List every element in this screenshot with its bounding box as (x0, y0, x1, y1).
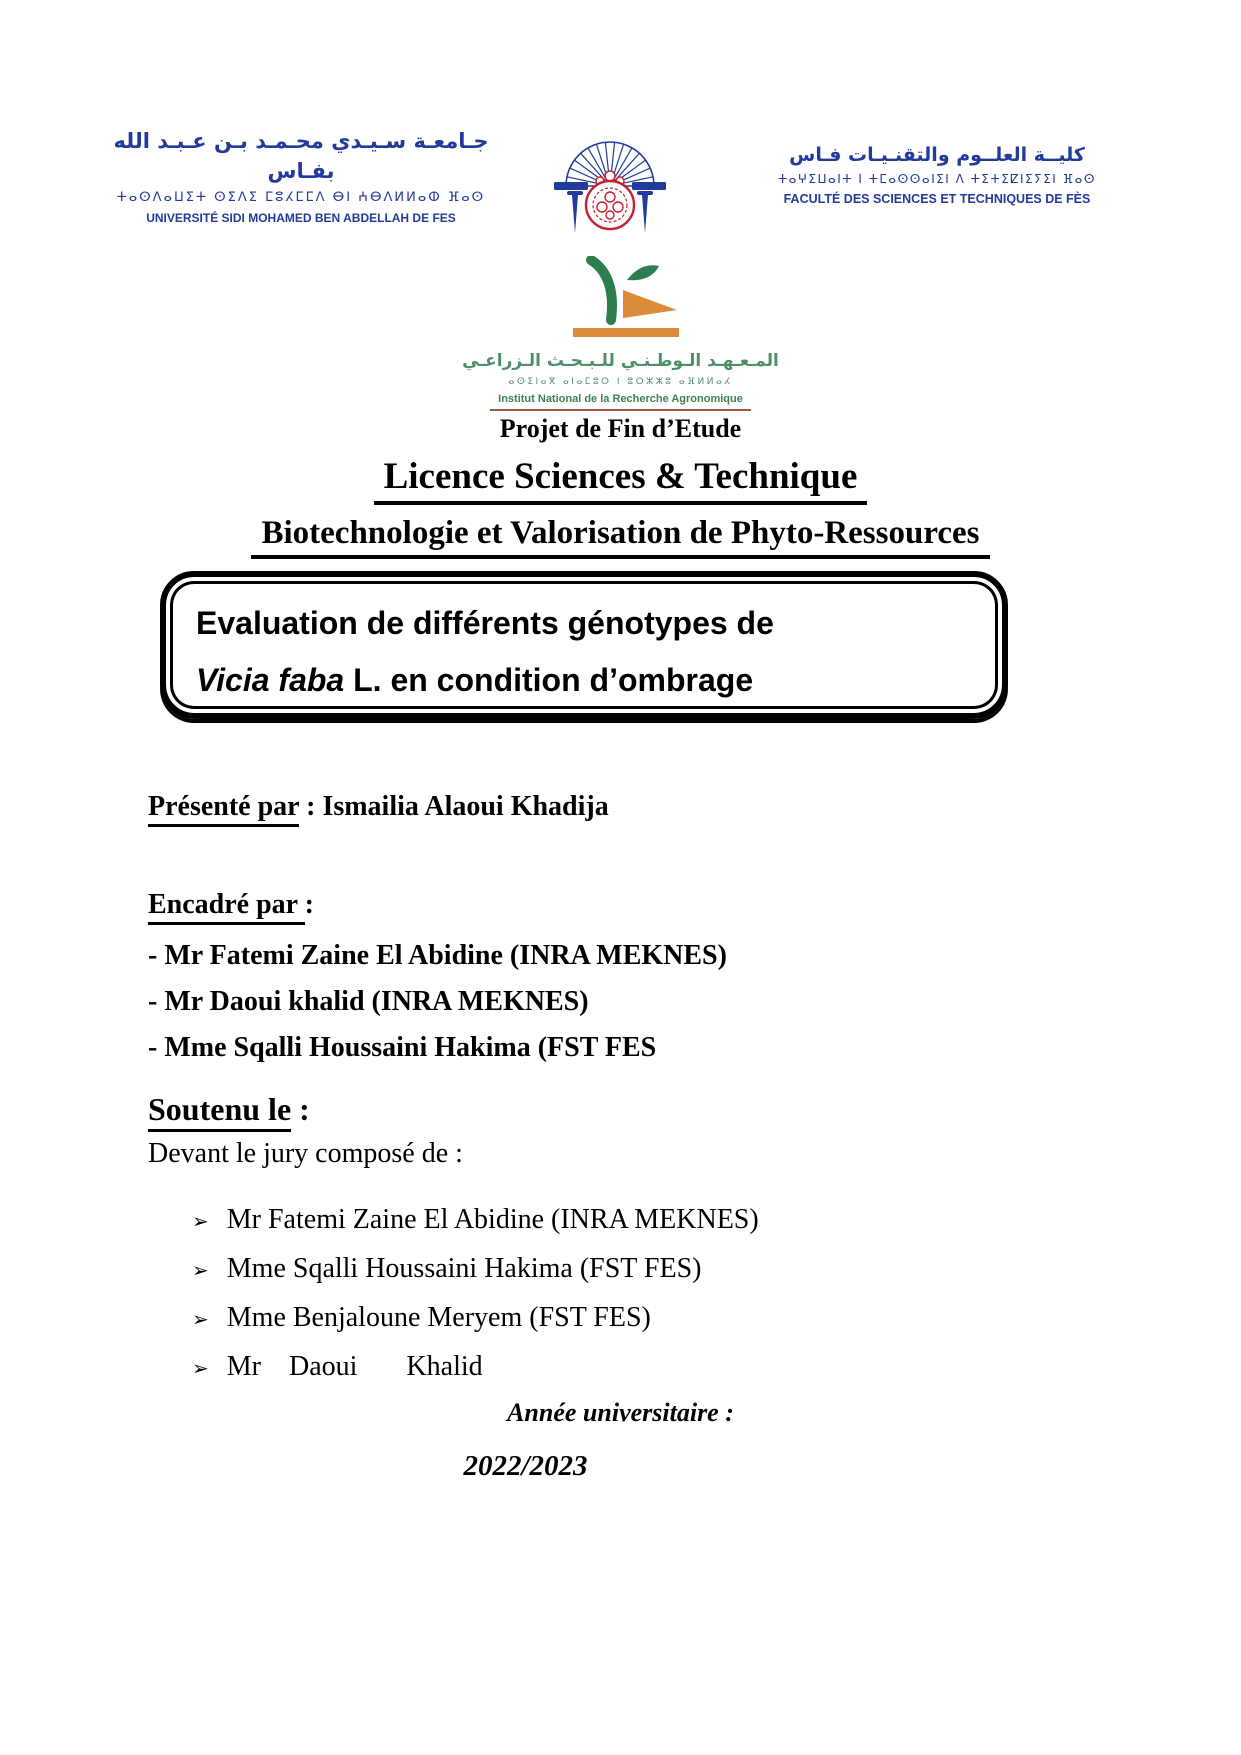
subject-line-2-rest: L. en condition d’ombrage (344, 662, 754, 698)
faculty-name-french: FACULTÉ DES SCIENCES ET TECHNIQUES DE FÈS (783, 192, 1091, 206)
jury-member-name: Mme Benjaloune Meryem (FST FES) (226, 1302, 651, 1333)
jury-item (192, 1245, 1241, 1294)
supervisors-label: Encadré par (148, 889, 305, 925)
licence-title: Licence Sciences & Technique (374, 455, 868, 505)
jury-member-name: Mme Sqalli Houssaini Hakima (FST FES) (226, 1253, 702, 1284)
jury-item (192, 1294, 1241, 1343)
arrow-bullet-icon: ➢ (192, 1356, 209, 1380)
header (0, 0, 1241, 238)
arrow-bullet-icon: ➢ (192, 1209, 209, 1233)
jury-member-name: Mr Fatemi Zaine El Abidine (INRA MEKNES) (226, 1204, 759, 1235)
supervisors-heading (148, 889, 1241, 921)
jury-item (192, 1196, 1241, 1245)
subject-line-1: Evaluation de différents génotypes de (196, 605, 774, 641)
university-name-tifinagh: ⵜⴰⵙⴷⴰⵡⵉⵜ ⵙⵉⴷⵉ ⵎⵓⵃⵎⵎⴷ ⴱⵏ ⵄⴱⴷⵍⵍⴰⵀ ⴼⴰⵙ (116, 190, 486, 205)
presented-by-separator: : (299, 791, 323, 822)
supervisor-item: - Mme Sqalli Houssaini Hakima (FST FES (148, 1032, 657, 1063)
arrow-bullet-icon: ➢ (192, 1307, 209, 1331)
presented-by-label: Présenté par (148, 791, 299, 827)
supervisors-colon: : (304, 889, 314, 920)
faculty-name-arabic: كليــة العلــوم والتقنـيـات فـاس (789, 144, 1085, 166)
supervisor-item: - Mr Daoui khalid (INRA MEKNES) (148, 986, 589, 1017)
inra-name-french: Institut National de la Recherche Agronomique (490, 392, 751, 411)
pfe-title: Projet de Fin d’Etude (499, 414, 742, 443)
presented-by-line (148, 791, 1241, 823)
supervisors-section (148, 889, 1241, 1071)
supervisor-item: - Mr Fatemi Zaine El Abidine (INRA MEKNES) (148, 940, 727, 971)
inra-name-arabic: المـعـهـد الـوطـنـي للـبـحـث الـزراعـي (462, 351, 779, 371)
supervisors-list (148, 933, 1241, 1071)
jury-item (192, 1343, 1241, 1392)
university-crest-logo (552, 126, 668, 236)
subject-line-2 (196, 652, 992, 709)
faculty-block (772, 126, 1102, 208)
academic-year-value: 2022/2023 (463, 1450, 588, 1482)
university-name-french: UNIVERSITÉ SIDI MOHAMED BEN ABDELLAH DE FES (146, 211, 456, 225)
faculty-name-tifinagh: ⵜⴰⵖⵉⵡⴰⵏⵜ ⵏ ⵜⵎⴰⵙⵙⴰⵏⵉⵏ ⴷ ⵜⵉⵜⵉⵇⵏⵉⵢⵉⵏ ⴼⴰⵙ (777, 172, 1097, 186)
jury-member-name: Mr Daoui Khalid (226, 1351, 483, 1382)
jury-intro: Devant le jury composé de : (148, 1138, 463, 1169)
inra-logo (557, 256, 685, 348)
presented-by-name: Ismailia Alaoui Khadija (322, 791, 609, 822)
program-title: Biotechnologie et Valorisation de Phyto-Ressources (251, 515, 989, 559)
defense-date-line (148, 1091, 1241, 1128)
academic-year-label: Année universitaire : (507, 1398, 734, 1427)
defense-date-label: Soutenu le (148, 1091, 291, 1132)
arrow-bullet-icon: ➢ (192, 1258, 209, 1282)
university-block (112, 126, 490, 227)
subject-box (160, 571, 1008, 719)
defense-date-colon: : (291, 1091, 310, 1127)
university-name-arabic: جـامعـة سـيـدي محـمـد بـن عـبـد الله بفـاس (113, 129, 489, 183)
program-title-row (0, 515, 1241, 559)
licence-title-row (0, 455, 1241, 505)
species-name: Vicia faba (196, 662, 345, 698)
jury-list (192, 1196, 1241, 1392)
inra-block (0, 256, 1241, 411)
inra-name-tifinagh: ⴰⵙⵉⵏⴰⴳ ⴰⵏⴰⵎⵓⵔ ⵏ ⵓⵔⵣⵣⵓ ⴰⴼⵍⵍⴰⵃ (508, 377, 733, 387)
